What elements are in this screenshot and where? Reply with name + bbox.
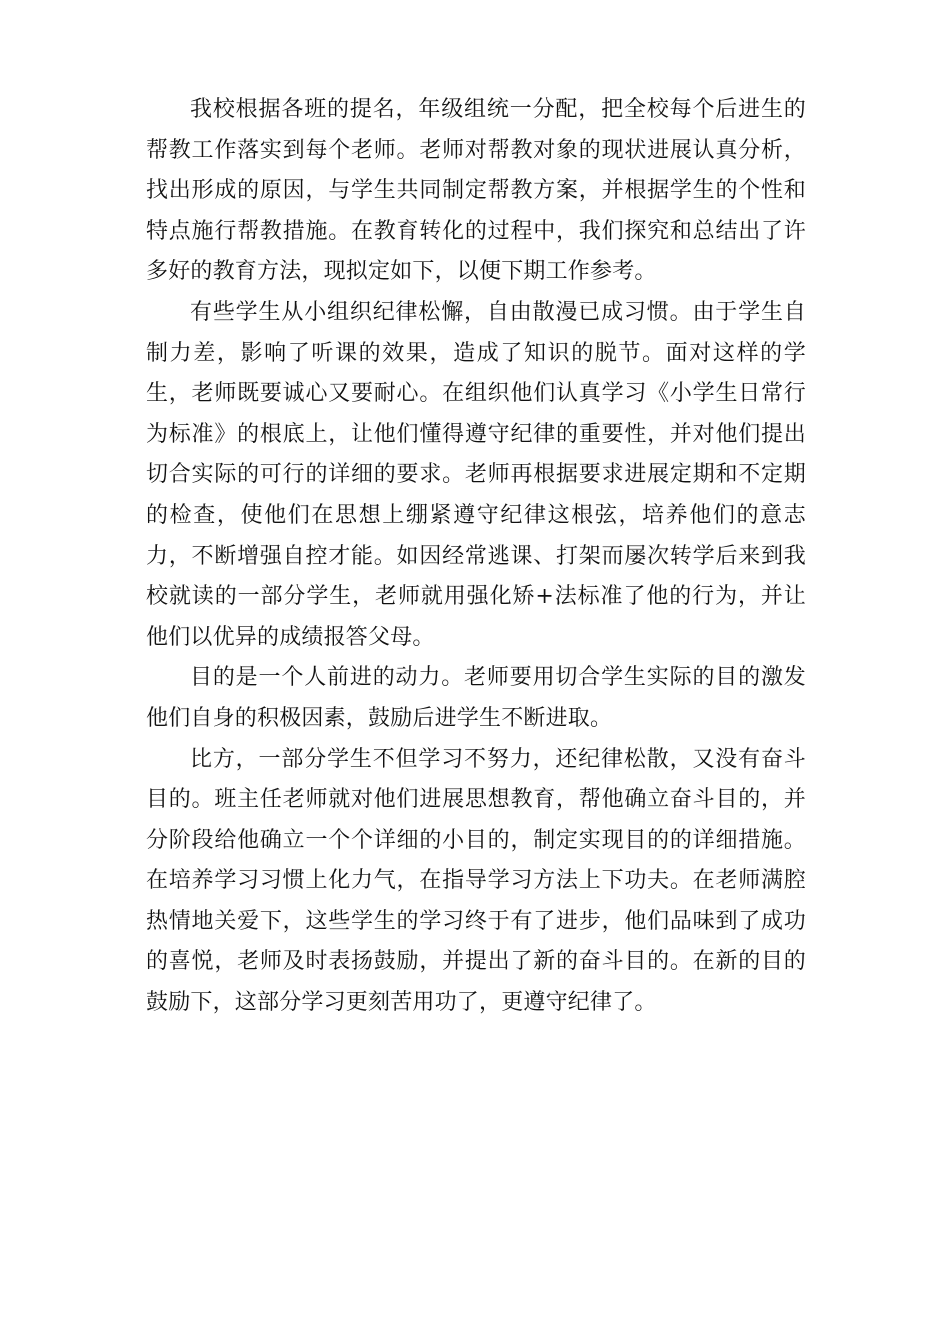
paragraph-4: 比方，一部分学生不但学习不努力，还纪律松散，又没有奋斗目的。班主任老师就对他们进展思想教育，帮他确立奋斗目的，并分阶段给他确立一个个详细的小目的，制定实现目的的详细措施。在培养学习习惯上化力气，在指导学习方法上下功夫。在老师满腔热情地关爱下，这些学生的学习终于有了进步，他们品味到了成功的喜悦，老师及时表扬鼓励，并提出了新的奋斗目的。在新的目的鼓励下，这部分学习更刻苦用功了，更遵守纪律了。 xyxy=(146,746,806,1016)
paragraph-2: 有些学生从小组织纪律松懈，自由散漫已成习惯。由于学生自制力差，影响了听课的效果，造成了知识的脱节。面对这样的学生，老师既要诚心又要耐心。在组织他们认真学习《小学生日常行为标准》的根底上，让他们懂得遵守纪律的重要性，并对他们提出切合实际的可行的详细的要求。老师再根据要求进展定期和不定期的检查，使他们在思想上绷紧遵守纪律这根弦，培养他们的意志力，不断增强自控才能。如因经常逃课、打架而屡次转学后来到我校就读的一部分学生，老师就用强化矫+法标准了他的行为，并让他们以优异的成绩报答父母。 xyxy=(146,299,806,650)
document-body xyxy=(146,90,806,1024)
paragraph-1: 我校根据各班的提名，年级组统一分配，把全校每个后进生的帮教工作落实到每个老师。老师对帮教对象的现状进展认真分析，找出形成的原因，与学生共同制定帮教方案，并根据学生的个性和特点施行帮教措施。在教育转化的过程中，我们探究和总结出了许多好的教育方法，现拟定如下，以便下期工作参考。 xyxy=(146,97,806,285)
paragraph-3: 目的是一个人前进的动力。老师要用切合学生实际的目的激发他们自身的积极因素，鼓励后进学生不断进取。 xyxy=(146,665,806,731)
